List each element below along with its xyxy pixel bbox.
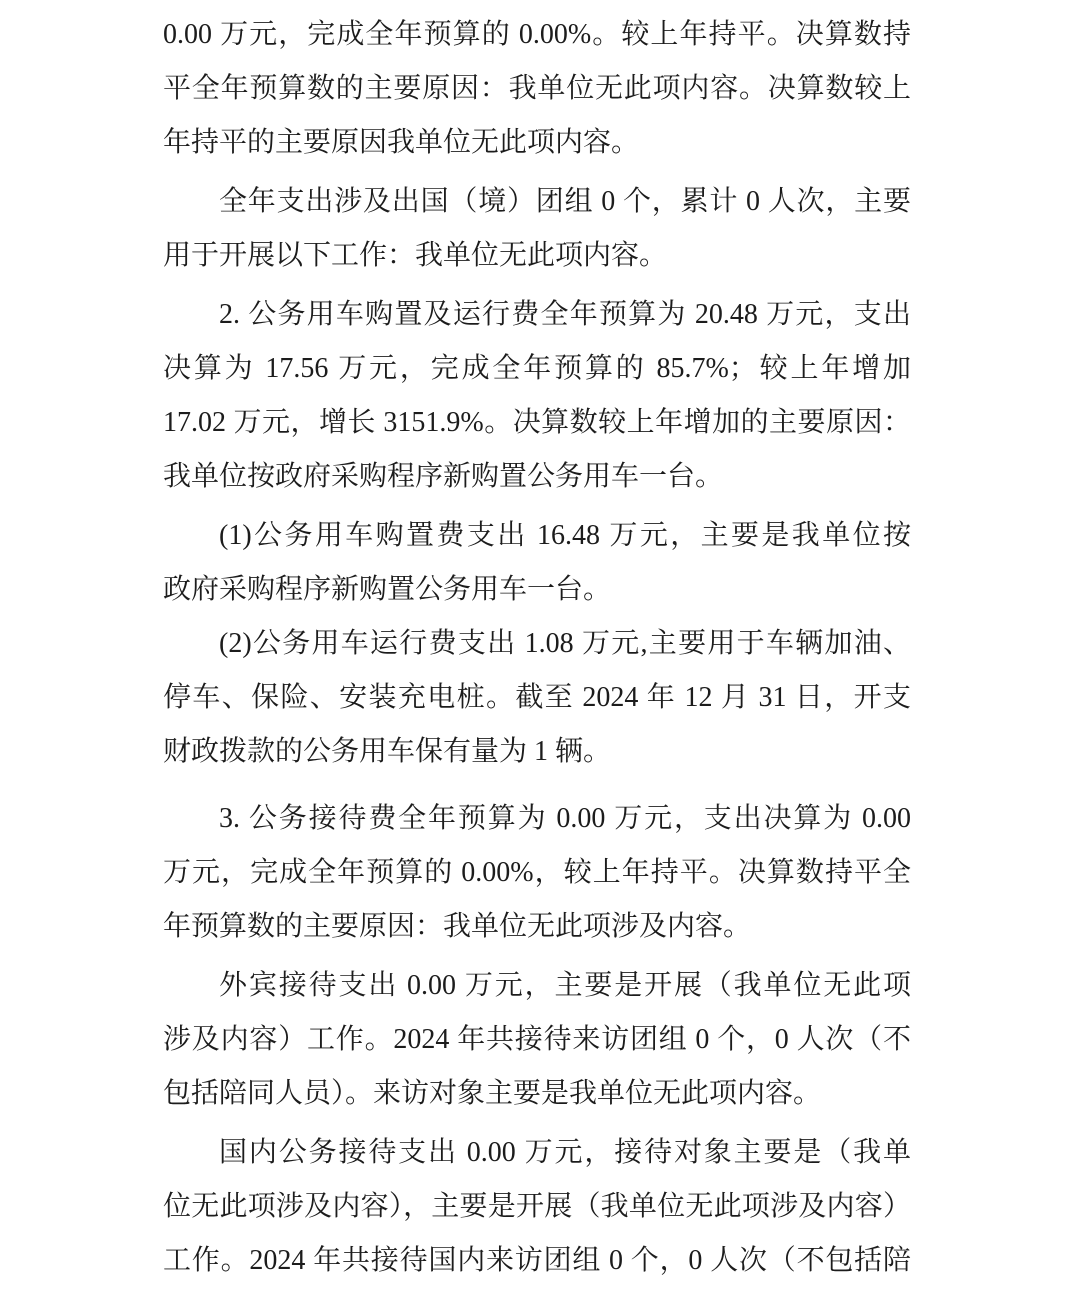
document-text-column bbox=[163, 8, 911, 1288]
text-line: 我单位按政府采购程序新购置公务用车一台。 bbox=[163, 461, 724, 492]
text-line: 2. 公务用车购置及运行费全年预算为 20.48 万元，支出 bbox=[219, 299, 911, 330]
text-line: 全年支出涉及出国（境）团组 0 个，累计 0 人次，主要 bbox=[219, 186, 911, 217]
text-line: (2)公务用车运行费支出 1.08 万元,主要用于车辆加油、 bbox=[219, 628, 911, 659]
text-line: 3. 公务接待费全年预算为 0.00 万元，支出决算为 0.00 bbox=[219, 803, 911, 834]
text-line: 万元，完成全年预算的 0.00%，较上年持平。决算数持平全 bbox=[163, 857, 911, 888]
text-line: 国内公务接待支出 0.00 万元，接待对象主要是（我单 bbox=[219, 1137, 911, 1168]
text-line: 位无此项涉及内容），主要是开展（我单位无此项涉及内容） bbox=[163, 1191, 911, 1222]
text-line: 工作。2024 年共接待国内来访团组 0 个，0 人次（不包括陪 bbox=[163, 1245, 911, 1276]
text-line: 决算为 17.56 万元，完成全年预算的 85.7%；较上年增加 bbox=[163, 353, 911, 384]
text-line: 年预算数的主要原因：我单位无此项涉及内容。 bbox=[163, 911, 752, 942]
text-line: 0.00 万元，完成全年预算的 0.00%。较上年持平。决算数持 bbox=[163, 19, 911, 50]
text-line: 平全年预算数的主要原因：我单位无此项内容。决算数较上 bbox=[163, 73, 911, 104]
text-line: 17.02 万元，增长 3151.9%。决算数较上年增加的主要原因： bbox=[163, 407, 911, 438]
text-line: (1)公务用车购置费支出 16.48 万元，主要是我单位按 bbox=[219, 520, 911, 551]
text-line: 涉及内容）工作。2024 年共接待来访团组 0 个，0 人次（不 bbox=[163, 1024, 911, 1055]
text-line: 年持平的主要原因我单位无此项内容。 bbox=[163, 127, 640, 158]
text-line: 财政拨款的公务用车保有量为 1 辆。 bbox=[163, 736, 612, 767]
text-line: 政府采购程序新购置公务用车一台。 bbox=[163, 574, 612, 605]
text-line: 外宾接待支出 0.00 万元，主要是开展（我单位无此项 bbox=[219, 970, 911, 1001]
text-line: 用于开展以下工作：我单位无此项内容。 bbox=[163, 240, 668, 271]
text-line: 停车、保险、安装充电桩。截至 2024 年 12 月 31 日，开支 bbox=[163, 682, 911, 713]
text-line: 包括陪同人员）。来访对象主要是我单位无此项内容。 bbox=[163, 1078, 822, 1109]
